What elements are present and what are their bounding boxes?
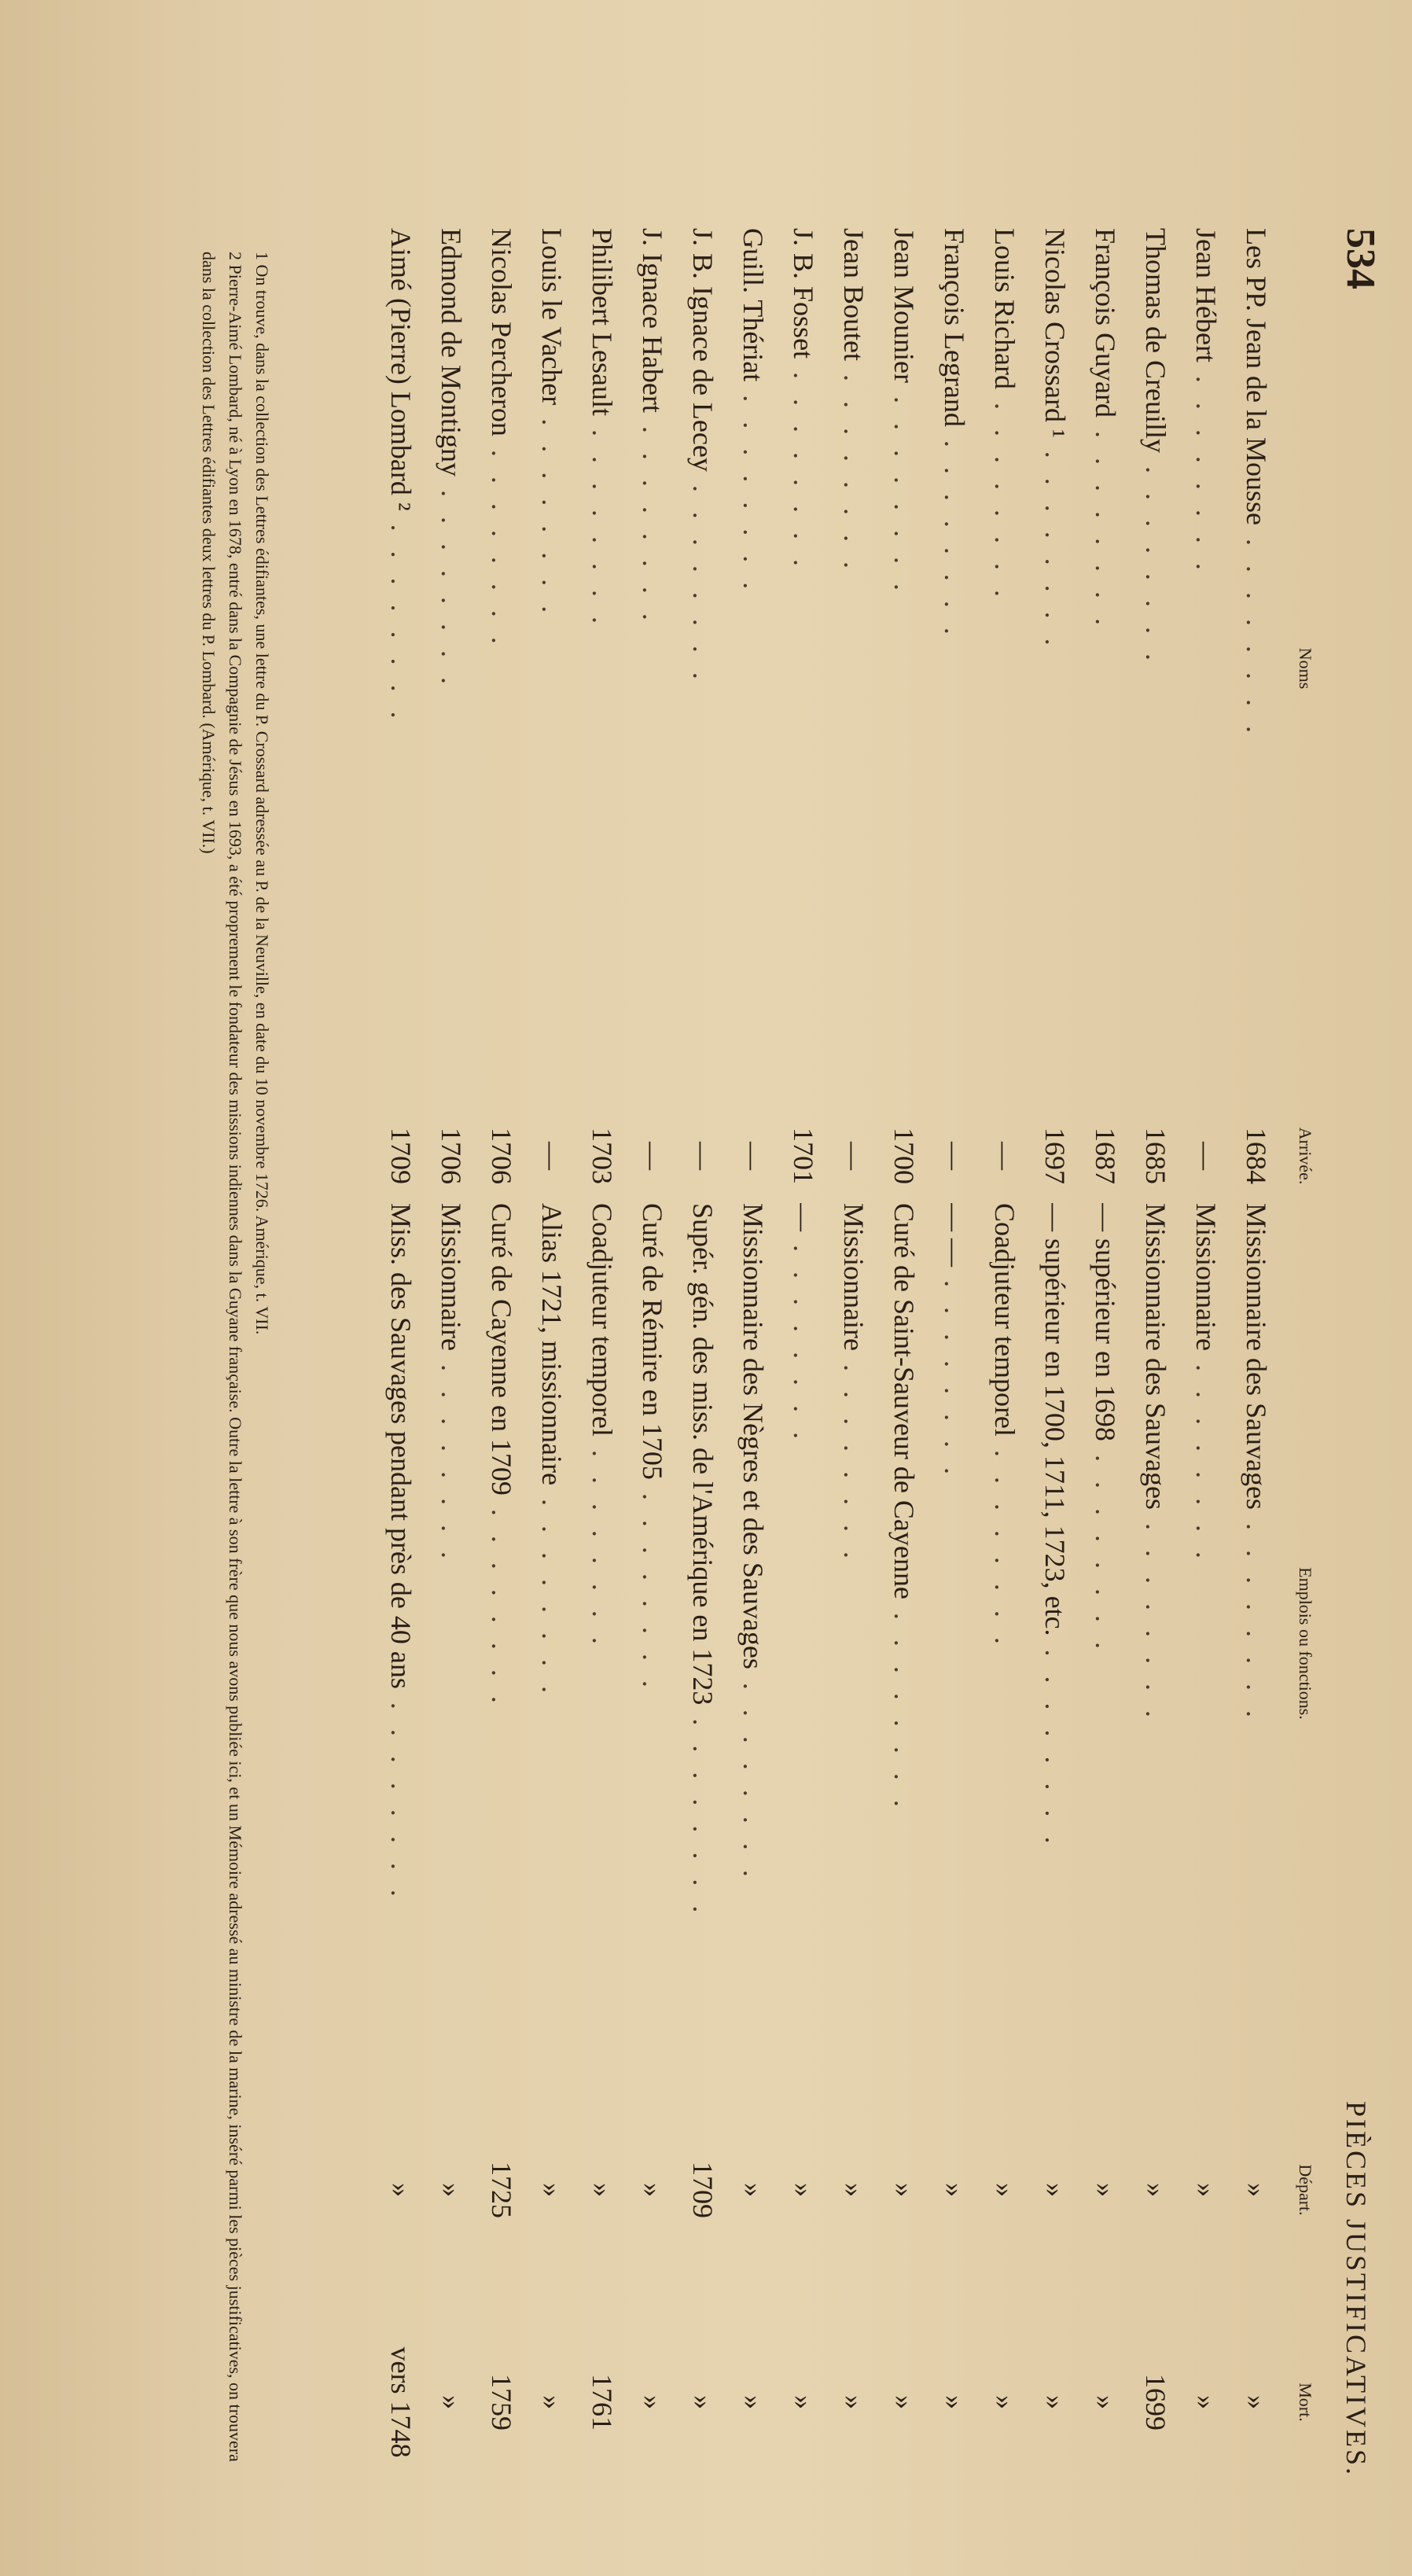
cell-mort-text: » <box>1090 2395 1121 2409</box>
cell-nom-text: Jean Hébert <box>1190 228 1222 362</box>
footnotes <box>195 252 275 2493</box>
leader-dots: . . . . . . . . <box>1140 1509 1171 1724</box>
cell-nom-text: J. B. Ignace de Lecey <box>687 228 719 472</box>
cell-nom-text: Aimé (Pierre) Lombard ² <box>385 228 417 511</box>
leader-dots: . . . . . . . . <box>385 510 417 725</box>
cell-mort <box>476 2296 527 2508</box>
cell-arrivee-text: 1706 <box>486 1128 517 1184</box>
cell-nom <box>527 228 577 1109</box>
cell-mort-text: » <box>1039 2395 1071 2409</box>
cell-depart <box>1030 2084 1080 2296</box>
cell-depart-text: » <box>1190 2183 1222 2197</box>
cell-depart-text: » <box>737 2183 769 2197</box>
leader-dots: . . . . . . . . <box>838 360 870 575</box>
cell-nom-text: Jean Boutet <box>838 228 870 361</box>
cell-arrivee <box>1080 1109 1131 1203</box>
leader-dots: . . . . . . . . <box>637 412 668 627</box>
table-row <box>527 228 577 2508</box>
leader-dots: . . . . . . . . <box>436 476 467 690</box>
page-header <box>1329 228 1384 2508</box>
leader-dots: . . . . . . . . <box>687 471 719 686</box>
leader-dots: . . . . . . . . <box>536 1485 568 1699</box>
table-row <box>476 228 527 2508</box>
cell-mort <box>527 2296 577 2508</box>
cell-depart <box>829 2084 879 2296</box>
cell-mort <box>1131 2296 1181 2508</box>
cell-arrivee <box>879 1109 929 1203</box>
cell-depart <box>376 2084 426 2296</box>
cell-arrivee-text: — <box>989 1142 1020 1170</box>
cell-mort <box>1231 2296 1281 2508</box>
footnote-rule <box>290 228 291 2508</box>
cell-nom <box>929 228 980 1109</box>
cell-depart-text: » <box>436 2183 467 2197</box>
cell-depart <box>1131 2084 1181 2296</box>
cell-emploi-text: Missionnaire des Sauvages <box>1140 1203 1171 1510</box>
cell-arrivee <box>728 1109 778 1203</box>
cell-arrivee-text: 1684 <box>1241 1128 1272 1184</box>
cell-depart-text: » <box>1039 2183 1071 2197</box>
cell-depart-text: » <box>637 2183 668 2197</box>
cell-mort-text: » <box>1190 2395 1222 2409</box>
cell-depart <box>1080 2084 1131 2296</box>
cell-mort <box>829 2296 879 2508</box>
cell-depart <box>627 2084 678 2296</box>
cell-arrivee <box>829 1109 879 1203</box>
leader-dots: . . . . . . . . <box>1090 1441 1121 1655</box>
table-row <box>929 228 980 2508</box>
table-row <box>627 228 678 2508</box>
page-number: 534 <box>1338 228 1383 289</box>
cell-emploi <box>1080 1203 1131 2084</box>
cell-emploi-text: Missionnaire des Sauvages <box>1241 1203 1272 1510</box>
table-row <box>829 228 879 2508</box>
cell-nom <box>1181 228 1231 1109</box>
cell-depart <box>678 2084 728 2296</box>
cell-nom <box>627 228 678 1109</box>
table-row <box>678 228 728 2508</box>
cell-emploi-text: Missionnaire des Nègres et des Sauvages <box>737 1203 769 1669</box>
cell-emploi-text: Missionnaire <box>1190 1203 1222 1351</box>
leader-dots: . . . . . . . . <box>436 1350 467 1565</box>
leader-dots: . . . . . . . . <box>1190 1350 1222 1565</box>
cell-emploi-text: — supérieur en 1698 <box>1090 1203 1121 1441</box>
leader-dots: . . . . . . . . <box>989 388 1020 603</box>
leader-dots: . . . . . . . . <box>989 1436 1020 1650</box>
cell-nom-text: J. B. Fosset <box>788 228 819 359</box>
leader-dots: . . . . . . . . <box>486 1495 517 1709</box>
cell-depart-text: » <box>888 2183 920 2197</box>
cell-nom-text: Nicolas Percheron <box>486 228 517 436</box>
cell-arrivee <box>426 1109 476 1203</box>
cell-emploi <box>879 1203 929 2084</box>
cell-nom-text: Louis Richard <box>989 228 1020 389</box>
header-arrivee: Arrivée. <box>1296 1127 1315 1185</box>
cell-emploi <box>980 1203 1030 2084</box>
cell-emploi-text: Curé de Saint-Sauveur de Cayenne <box>888 1203 920 1599</box>
cell-mort-text: » <box>687 2395 719 2409</box>
cell-mort <box>879 2296 929 2508</box>
cell-nom-text: Les PP. Jean de la Mousse <box>1241 228 1272 525</box>
cell-emploi-text: — supérieur en 1700, 1711, 1723, etc. <box>1039 1203 1071 1636</box>
running-title: PIÈCES JUSTIFICATIVES. <box>1340 2100 1372 2477</box>
cell-arrivee <box>778 1109 829 1203</box>
cell-nom-text: François Guyard <box>1090 228 1121 418</box>
cell-emploi <box>829 1203 879 2084</box>
cell-emploi <box>1030 1203 1080 2084</box>
cell-arrivee <box>627 1109 678 1203</box>
cell-mort <box>1181 2296 1231 2508</box>
cell-arrivee-text: 1685 <box>1140 1128 1171 1184</box>
table-row <box>980 228 1030 2508</box>
cell-emploi <box>678 1203 728 2084</box>
leader-dots: . . . . . . . . <box>1241 524 1272 739</box>
leader-dots: . . . . . . . . <box>888 382 920 597</box>
cell-depart <box>577 2084 627 2296</box>
cell-depart-text: 1725 <box>486 2162 517 2218</box>
leader-dots: . . . . . . . . <box>1039 1636 1071 1850</box>
cell-nom-text: J. Ignace Habert <box>637 228 668 413</box>
cell-nom-text: Edmond de Montigny <box>436 228 467 477</box>
cell-emploi <box>577 1203 627 2084</box>
rotated-page-content <box>79 228 1407 2508</box>
cell-emploi-text: Missionnaire <box>838 1203 870 1351</box>
cell-emploi <box>476 1203 527 2084</box>
leader-dots: . . . . . . . . <box>939 426 970 641</box>
leader-dots: . . . . . . . . <box>1090 417 1121 631</box>
cell-depart-text: » <box>939 2183 970 2197</box>
cell-mort <box>678 2296 728 2508</box>
cell-nom <box>829 228 879 1109</box>
cell-arrivee-text: 1700 <box>888 1128 920 1184</box>
cell-mort <box>376 2296 426 2508</box>
leader-dots: . . . . . . . . <box>586 1436 618 1650</box>
header-depart: Départ. <box>1296 2164 1315 2216</box>
leader-dots: . . . . . . . . <box>939 1267 970 1481</box>
cell-nom <box>678 228 728 1109</box>
cell-depart-text: » <box>1090 2183 1121 2197</box>
cell-arrivee-text: — <box>939 1142 970 1170</box>
cell-nom-text: François Legrand <box>939 228 970 427</box>
table-row <box>376 228 426 2508</box>
table-row <box>1131 228 1181 2508</box>
leader-dots: . . . . . . . . <box>737 381 769 596</box>
leader-dots: . . . . . . . . <box>1241 1509 1272 1724</box>
cell-depart-text: » <box>788 2183 819 2197</box>
table-row <box>1080 228 1131 2508</box>
leader-dots: . . . . . . . . <box>788 1231 819 1445</box>
table-row <box>1231 228 1281 2508</box>
cell-mort-text: » <box>788 2395 819 2409</box>
cell-nom-text: Guill. Thériat <box>737 228 769 382</box>
cell-arrivee <box>1030 1109 1080 1203</box>
cell-arrivee-text: 1706 <box>436 1128 467 1184</box>
cell-depart-text: 1709 <box>687 2162 719 2218</box>
table-row <box>426 228 476 2508</box>
cell-arrivee-text: — <box>687 1142 719 1170</box>
cell-nom <box>476 228 527 1109</box>
cell-arrivee <box>577 1109 627 1203</box>
table-header-row <box>1281 228 1329 2508</box>
cell-arrivee-text: 1701 <box>788 1128 819 1184</box>
cell-depart-text: » <box>385 2183 417 2197</box>
leader-dots: . . . . . . . . <box>687 1705 719 1919</box>
cell-arrivee-text: — <box>737 1142 769 1170</box>
table-row <box>1030 228 1080 2508</box>
cell-nom-text: Thomas de Creuilly <box>1140 228 1171 453</box>
cell-emploi-text: Alias 1721, missionnaire <box>536 1203 568 1485</box>
cell-mort-text: 1761 <box>586 2374 618 2431</box>
missionaries-table <box>376 228 1329 2508</box>
cell-mort-text: » <box>939 2395 970 2409</box>
cell-arrivee <box>1231 1109 1281 1203</box>
cell-arrivee-text: 1703 <box>586 1128 618 1184</box>
table-row <box>728 228 778 2508</box>
leader-dots: . . . . . . . . <box>737 1669 769 1883</box>
cell-emploi <box>778 1203 829 2084</box>
header-mort: Mort. <box>1296 2383 1315 2422</box>
cell-depart <box>476 2084 527 2296</box>
table-row <box>778 228 829 2508</box>
leader-dots: . . . . . . . . <box>888 1599 920 1813</box>
cell-emploi-text: Curé de Rémire en 1705 <box>637 1203 668 1480</box>
cell-emploi-text: Supér. gén. des miss. de l'Amérique en 1723 <box>687 1203 719 1706</box>
footnote-2: 2 Pierre-Aimé Lombard, né à Lyon en 1678, entré dans la Compagnie de Jésus en 1693, a été proprement le fondateur des missions indiennes dans la Guyane française. Outre la lettre à son frère que nous avons publiée ici, et un Mémoire adressé au ministre de la marine, inséré parmi les pièces justificatives, on trouvera dans la collection des Lettres édifiantes deux lettres du P. Lombard. (Amérique, t. VII.) <box>199 252 245 2462</box>
table-row <box>1181 228 1231 2508</box>
cell-arrivee-text: 1697 <box>1039 1128 1071 1184</box>
cell-depart <box>426 2084 476 2296</box>
header-noms: Noms <box>1296 647 1315 690</box>
cell-mort <box>980 2296 1030 2508</box>
cell-mort <box>1030 2296 1080 2508</box>
cell-depart-text: » <box>536 2183 568 2197</box>
footnote-1: 1 On trouve, dans la collection des Lettres édifiantes, une lettre du P. Crossard adressée au P. de la Neuville, en date du 10 novembre 1726. Amérique, t. VII. <box>252 252 272 1335</box>
cell-depart <box>980 2084 1030 2296</box>
cell-arrivee-text: — <box>637 1142 668 1170</box>
cell-mort <box>728 2296 778 2508</box>
cell-nom <box>879 228 929 1109</box>
cell-mort <box>929 2296 980 2508</box>
cell-depart <box>728 2084 778 2296</box>
cell-depart <box>778 2084 829 2296</box>
cell-mort-text: » <box>637 2395 668 2409</box>
cell-mort <box>577 2296 627 2508</box>
header-emplois: Emplois ou fonctions. <box>1296 1567 1315 1720</box>
cell-mort-text: » <box>536 2395 568 2409</box>
cell-mort <box>1080 2296 1131 2508</box>
cell-nom <box>1030 228 1080 1109</box>
cell-depart-text: » <box>989 2183 1020 2197</box>
leader-dots: . . . . . . . . <box>788 359 819 573</box>
cell-emploi-text: — — <box>939 1203 970 1267</box>
cell-emploi-text: Coadjuteur temporel <box>989 1203 1020 1437</box>
cell-emploi-text: Missionnaire <box>436 1203 467 1351</box>
cell-arrivee-text: — <box>536 1142 568 1170</box>
cell-arrivee <box>929 1109 980 1203</box>
cell-nom <box>1131 228 1181 1109</box>
cell-depart-text: » <box>586 2183 618 2197</box>
cell-emploi-text: Curé de Cayenne en 1709 <box>486 1203 517 1496</box>
cell-mort-text: » <box>1241 2395 1272 2409</box>
cell-nom-text: Nicolas Crossard ¹ <box>1039 228 1071 438</box>
leader-dots: . . . . . . . . <box>1039 437 1071 652</box>
cell-depart-text: » <box>1241 2183 1272 2197</box>
cell-arrivee-text: — <box>1190 1142 1222 1170</box>
cell-nom <box>728 228 778 1109</box>
cell-depart <box>527 2084 577 2296</box>
cell-emploi-text: Miss. des Sauvages pendant près de 40 ans <box>385 1203 417 1689</box>
cell-nom <box>577 228 627 1109</box>
cell-emploi <box>728 1203 778 2084</box>
cell-mort-text: 1699 <box>1140 2374 1171 2431</box>
cell-depart-text: » <box>838 2183 870 2197</box>
cell-arrivee <box>980 1109 1030 1203</box>
cell-arrivee <box>376 1109 426 1203</box>
cell-arrivee-text: — <box>838 1142 870 1170</box>
cell-arrivee <box>527 1109 577 1203</box>
cell-arrivee-text: 1687 <box>1090 1128 1121 1184</box>
cell-depart <box>929 2084 980 2296</box>
cell-depart <box>879 2084 929 2296</box>
leader-dots: . . . . . . . . <box>838 1350 870 1565</box>
leader-dots: . . . . . . . . <box>1190 362 1222 576</box>
cell-arrivee-text: 1709 <box>385 1128 417 1184</box>
cell-mort-text: » <box>436 2395 467 2409</box>
leader-dots: . . . . . . . . <box>486 436 517 650</box>
cell-nom <box>778 228 829 1109</box>
cell-emploi <box>929 1203 980 2084</box>
cell-mort-text: 1759 <box>486 2374 517 2431</box>
cell-nom <box>376 228 426 1109</box>
cell-emploi <box>426 1203 476 2084</box>
cell-depart-text: » <box>1140 2183 1171 2197</box>
cell-mort-text: » <box>737 2395 769 2409</box>
cell-emploi <box>376 1203 426 2084</box>
cell-depart <box>1181 2084 1231 2296</box>
cell-arrivee <box>678 1109 728 1203</box>
cell-emploi-text: — <box>788 1203 819 1231</box>
cell-nom <box>426 228 476 1109</box>
cell-emploi <box>1131 1203 1181 2084</box>
cell-mort <box>627 2296 678 2508</box>
cell-mort-text: » <box>838 2395 870 2409</box>
cell-arrivee <box>1131 1109 1181 1203</box>
cell-emploi <box>527 1203 577 2084</box>
cell-nom-text: Philibert Lesault <box>586 228 618 416</box>
cell-mort-text: » <box>989 2395 1020 2409</box>
cell-mort-text: » <box>888 2395 920 2409</box>
cell-nom-text: Jean Mounier <box>888 228 920 383</box>
cell-nom-text: Louis le Vacher <box>536 228 568 406</box>
cell-emploi-text: Coadjuteur temporel <box>586 1203 618 1437</box>
cell-mort-text: vers 1748 <box>385 2346 417 2458</box>
cell-mort <box>426 2296 476 2508</box>
cell-nom <box>1231 228 1281 1109</box>
table-row <box>879 228 929 2508</box>
cell-nom <box>980 228 1030 1109</box>
leader-dots: . . . . . . . . <box>586 415 618 630</box>
leader-dots: . . . . . . . . <box>536 405 568 620</box>
leader-dots: . . . . . . . . <box>1140 452 1171 667</box>
table-row <box>577 228 627 2508</box>
cell-arrivee <box>1181 1109 1231 1203</box>
leader-dots: . . . . . . . . <box>385 1688 417 1903</box>
cell-arrivee <box>476 1109 527 1203</box>
leader-dots: . . . . . . . . <box>637 1479 668 1694</box>
cell-nom <box>1080 228 1131 1109</box>
cell-emploi <box>627 1203 678 2084</box>
cell-emploi <box>1181 1203 1231 2084</box>
cell-mort <box>778 2296 829 2508</box>
cell-emploi <box>1231 1203 1281 2084</box>
cell-depart <box>1231 2084 1281 2296</box>
